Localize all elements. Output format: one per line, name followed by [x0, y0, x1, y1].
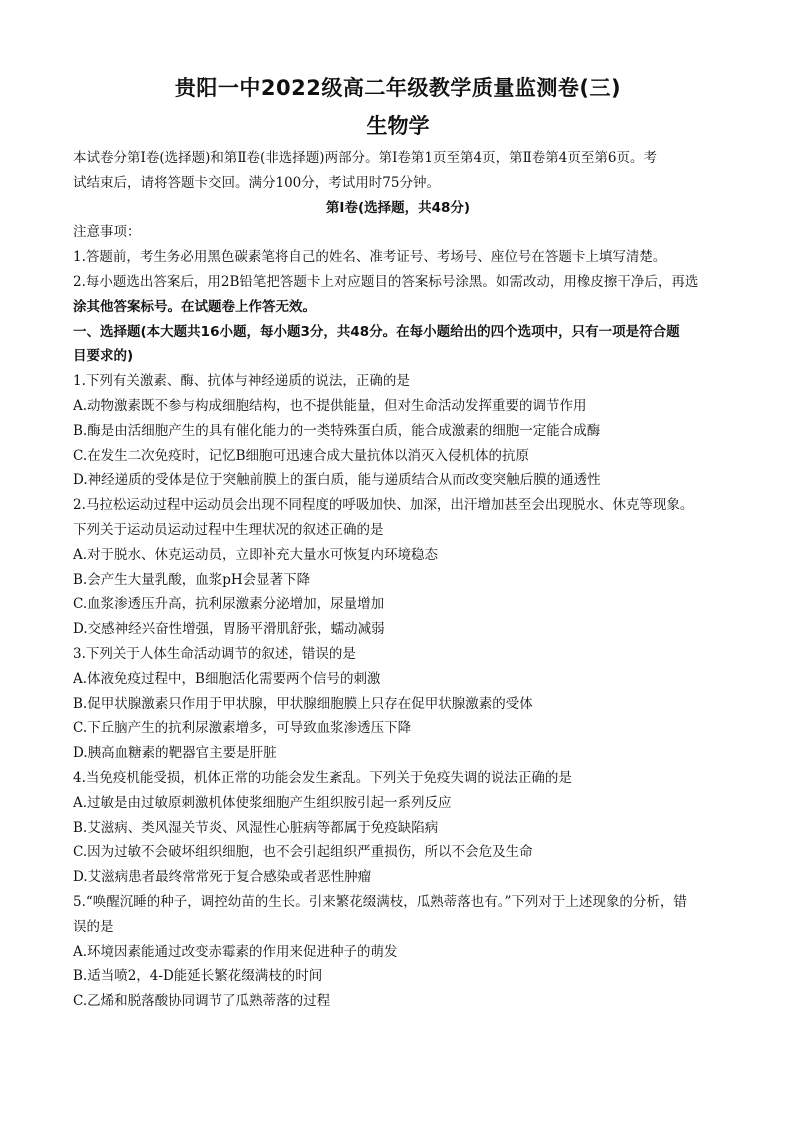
option-c: C.因为过敏不会破坏组织细胞，也不会引起组织严重损伤，所以不会危及生命 — [73, 844, 533, 861]
subject-title: 生物学 — [366, 114, 430, 138]
option-c: C.血浆渗透压升高，抗利尿激素分泌增加，尿量增加 — [73, 596, 385, 613]
option-b: B.酶是由活细胞产生的具有催化能力的一类特殊蛋白质，能合成激素的细胞一定能合成酶 — [73, 422, 601, 439]
option-d: D.交感神经兴奋性增强，胃肠平滑肌舒张，蠕动减弱 — [73, 621, 385, 638]
option-b: B.促甲状腺激素只作用于甲状腺，甲状腺细胞膜上只存在促甲状腺激素的受体 — [73, 695, 533, 712]
option-b: B.艾滋病、类风湿关节炎、风湿性心脏病等都属于免疫缺陷病 — [73, 819, 439, 836]
section-heading: 目要求的) — [73, 348, 134, 365]
option-b: B.适当喷2，4-D能延长繁花缀满枝的时间 — [73, 968, 323, 985]
option-a: A.环境因素能通过改变赤霉素的作用来促进种子的萌发 — [73, 943, 398, 960]
question-3 — [73, 642, 723, 766]
part1-heading: 第Ⅰ卷(选择题，共48分) — [325, 199, 471, 216]
exam-page — [73, 68, 723, 1014]
notice-item: 2.每小题选出答案后，用2B铅笔把答题卡上对应题目的答案标号涂黑。如需改动，用橡皮擦干净后，再选 — [73, 273, 699, 290]
question-stem: 1.下列有关激素、酶、抗体与神经递质的说法，正确的是 — [73, 373, 410, 390]
option-a: A.动物激素既不参与构成细胞结构，也不提供能量，但对生命活动发挥重要的调节作用 — [73, 397, 587, 414]
option-d: D.胰高血糖素的靶器官主要是肝脏 — [73, 745, 277, 762]
option-c: C.在发生二次免疫时，记忆B细胞可迅速合成大量抗体以消灭入侵机体的抗原 — [73, 447, 530, 464]
exam-title: 贵阳一中2022级高二年级教学质量监测卷(三) — [174, 76, 622, 100]
option-c: C.乙烯和脱落酸协同调节了瓜熟蒂落的过程 — [73, 993, 331, 1010]
question-stem: 5.“唤醒沉睡的种子，调控幼苗的生长。引来繁花缀满枝，瓜熟蒂落也有。”下列对于上述现象的分析，错 — [73, 893, 687, 910]
notice-item-emphasis: 涂其他答案标号。在试题卷上作答无效。 — [73, 298, 316, 315]
question-2 — [73, 493, 723, 642]
question-1 — [73, 369, 723, 493]
question-stem: 下列关于运动员运动过程中生理状况的叙述正确的是 — [73, 521, 384, 538]
question-stem: 3.下列关于人体生命活动调节的叙述，错误的是 — [73, 645, 356, 662]
question-5 — [73, 890, 723, 1014]
notice-heading: 注意事项： — [73, 224, 141, 241]
question-stem: 2.马拉松运动过程中运动员会出现不同程度的呼吸加快、加深，出汗增加甚至会出现脱水、休克等现象。 — [73, 497, 694, 514]
intro-line: 本试卷分第Ⅰ卷(选择题)和第Ⅱ卷(非选择题)两部分。第Ⅰ卷第1页至第4页，第Ⅱ卷第4页至第6页。考 — [73, 150, 657, 166]
option-a: A.对于脱水、休克运动员，立即补充大量水可恢复内环境稳态 — [73, 546, 439, 563]
section-heading: 一、选择题(本大题共16小题，每小题3分，共48分。在每小题给出的四个选项中，只有一项是符合题 — [73, 323, 680, 340]
question-stem: 误的是 — [73, 918, 114, 935]
question-stem: 4.当免疫机能受损，机体正常的功能会发生紊乱。下列关于免疫失调的说法正确的是 — [73, 769, 572, 786]
option-a: A.过敏是由过敏原刺激机体使浆细胞产生组织胺引起一系列反应 — [73, 794, 452, 811]
option-d: D.神经递质的受体是位于突触前膜上的蛋白质，能与递质结合从而改变突触后膜的通透性 — [73, 472, 601, 489]
option-c: C.下丘脑产生的抗利尿激素增多，可导致血浆渗透压下降 — [73, 720, 412, 737]
notice-item: 1.答题前，考生务必用黑色碳素笔将自己的姓名、准考证号、考场号、座位号在答题卡上填写清楚。 — [73, 249, 667, 266]
option-a: A.体液免疫过程中，B细胞活化需要两个信号的刺激 — [73, 670, 381, 687]
option-b: B.会产生大量乳酸，血浆pH会显著下降 — [73, 571, 311, 588]
intro-line: 试结束后，请将答题卡交回。满分100分，考试用时75分钟。 — [73, 174, 440, 191]
question-4 — [73, 766, 723, 890]
option-d: D.艾滋病患者最终常常死于复合感染或者恶性肿瘤 — [73, 869, 372, 886]
